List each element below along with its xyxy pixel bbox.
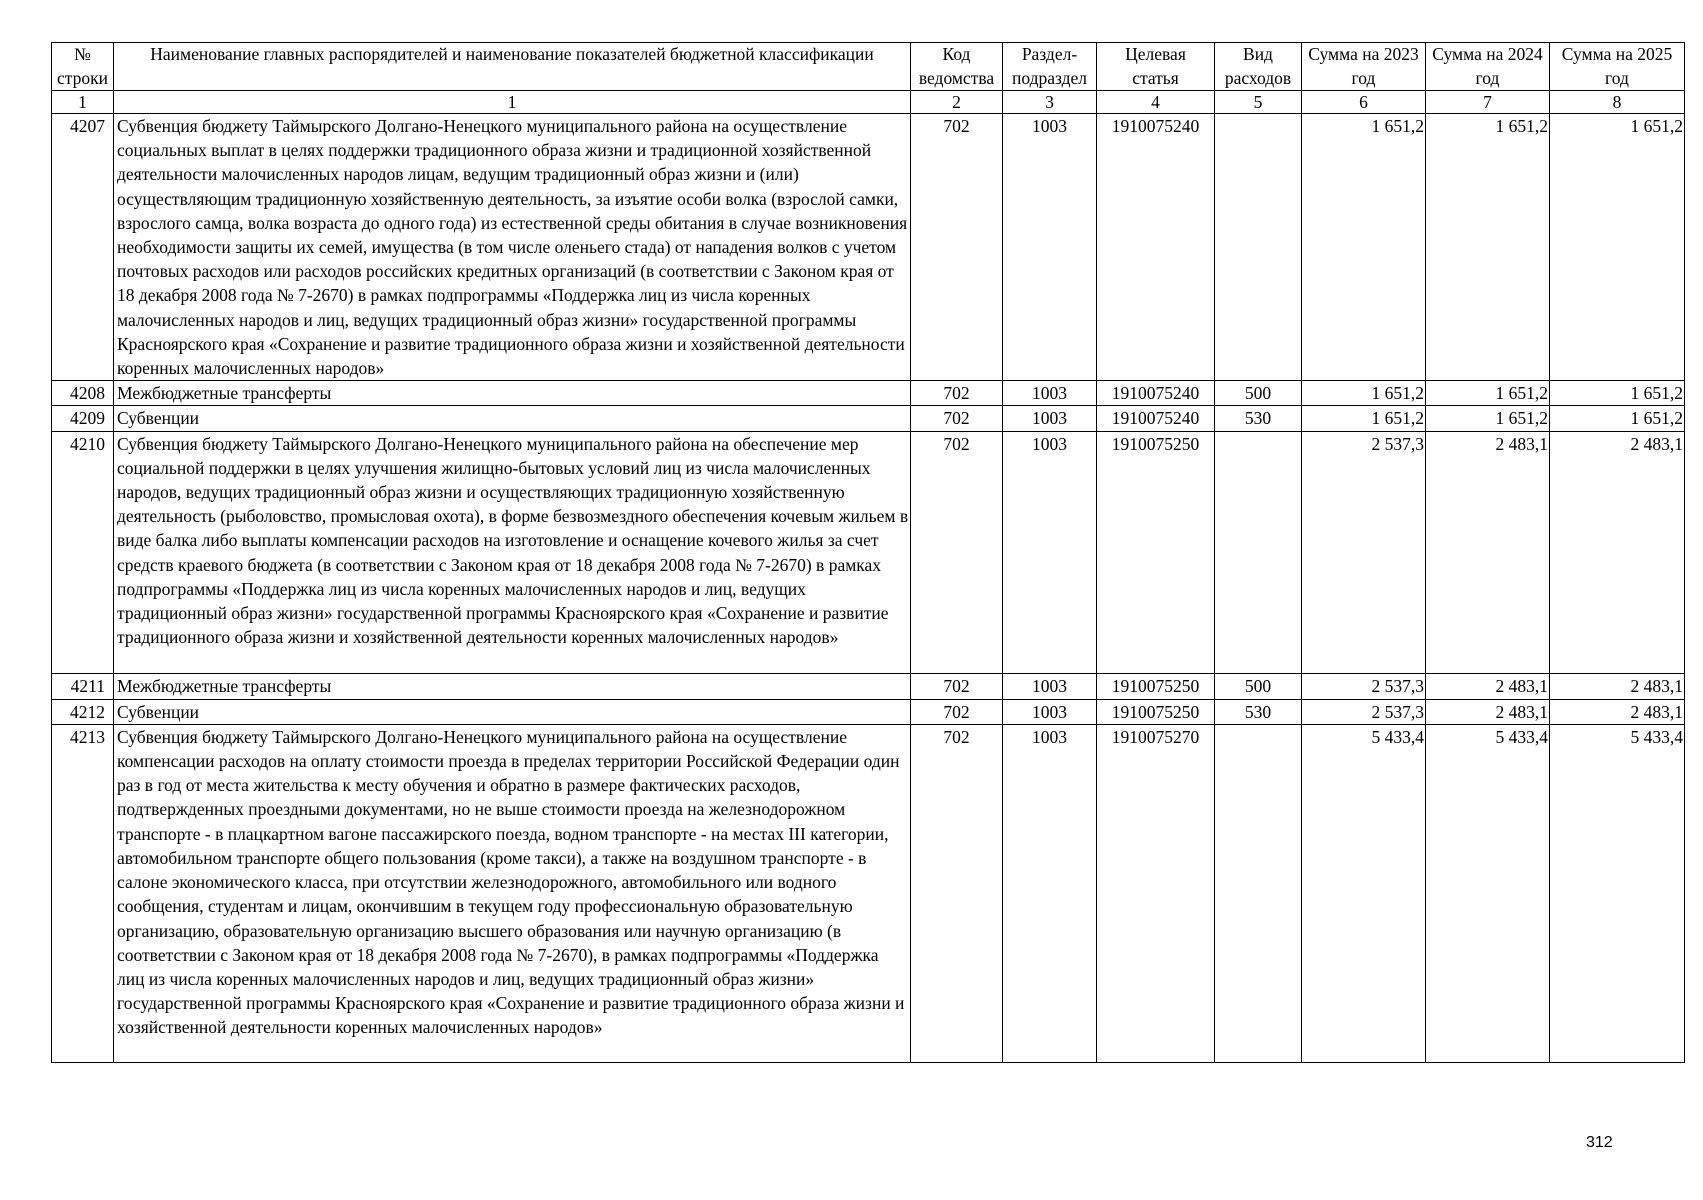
row-number: 4212	[52, 699, 114, 724]
row-name: Субвенция бюджету Таймырского Долгано-Ненецкого муниципального района на обеспечение мер социальной поддержки в целях улучшения жилищно-бытовых условий лиц из числа малочисленных народов, ведущих традиционный образ жизни и осуществляющих традиционную хозяйственную деятельность (рыболовство, промысловая охота), в форме безвозмездного обеспечения кочевым жильем в виде балка либо выплаты компенсации расходов на изготовление и оснащение кочевого жилья за счет средств краевого бюджета (в соответствии с Законом края от 18 декабря 2008 года № 7-2670) в рамках подпрограммы «Поддержка лиц из числа коренных малочисленных народов и лиц, ведущих традиционный образ жизни» государственной программы Красноярского края «Сохранение и развитие традиционного образа жизни и хозяйственной деятельности коренных малочисленных народов»	[114, 431, 911, 674]
row-sum-2023: 5 433,4	[1302, 724, 1426, 1062]
table-row	[52, 431, 1685, 674]
table-row	[52, 674, 1685, 699]
row-sum-2023: 2 537,3	[1302, 699, 1426, 724]
row-section: 1003	[1003, 699, 1097, 724]
header-target-article: Целевая статья	[1097, 43, 1215, 91]
row-sum-2024: 1 651,2	[1426, 381, 1550, 406]
row-section: 1003	[1003, 674, 1097, 699]
row-section: 1003	[1003, 114, 1097, 381]
budget-table	[51, 42, 1685, 1063]
table-row	[52, 381, 1685, 406]
row-target-article: 1910075240	[1097, 114, 1215, 381]
row-target-article: 1910075250	[1097, 699, 1215, 724]
header-sum-2023: Сумма на 2023 год	[1302, 43, 1426, 91]
row-expense-type	[1215, 724, 1302, 1062]
row-department-code: 702	[911, 381, 1003, 406]
header-department-code: Код ведомства	[911, 43, 1003, 91]
table-row	[52, 699, 1685, 724]
row-expense-type: 500	[1215, 381, 1302, 406]
table-body	[52, 114, 1685, 1063]
header-sum-2025: Сумма на 2025 год	[1550, 43, 1685, 91]
header-number-cell: 4	[1097, 91, 1215, 114]
row-target-article: 1910075270	[1097, 724, 1215, 1062]
row-name: Межбюджетные трансферты	[114, 381, 911, 406]
row-expense-type	[1215, 114, 1302, 381]
row-number: 4208	[52, 381, 114, 406]
row-section: 1003	[1003, 406, 1097, 431]
table-row	[52, 114, 1685, 381]
row-number: 4210	[52, 431, 114, 674]
row-target-article: 1910075240	[1097, 381, 1215, 406]
row-section: 1003	[1003, 724, 1097, 1062]
row-sum-2024: 5 433,4	[1426, 724, 1550, 1062]
row-section: 1003	[1003, 431, 1097, 674]
header-number-cell: 1	[52, 91, 114, 114]
row-name: Межбюджетные трансферты	[114, 674, 911, 699]
row-sum-2025: 1 651,2	[1550, 114, 1685, 381]
row-target-article: 1910075250	[1097, 431, 1215, 674]
row-target-article: 1910075250	[1097, 674, 1215, 699]
row-expense-type: 530	[1215, 699, 1302, 724]
header-number-cell: 5	[1215, 91, 1302, 114]
row-number: 4213	[52, 724, 114, 1062]
row-expense-type	[1215, 431, 1302, 674]
row-sum-2025: 5 433,4	[1550, 724, 1685, 1062]
header-sum-2024: Сумма на 2024 год	[1426, 43, 1550, 91]
row-department-code: 702	[911, 724, 1003, 1062]
row-name: Субвенции	[114, 699, 911, 724]
row-department-code: 702	[911, 431, 1003, 674]
row-sum-2024: 1 651,2	[1426, 114, 1550, 381]
header-number-cell: 7	[1426, 91, 1550, 114]
row-expense-type: 500	[1215, 674, 1302, 699]
row-sum-2023: 1 651,2	[1302, 406, 1426, 431]
row-sum-2024: 2 483,1	[1426, 431, 1550, 674]
row-sum-2023: 1 651,2	[1302, 114, 1426, 381]
header-number-cell: 2	[911, 91, 1003, 114]
row-expense-type: 530	[1215, 406, 1302, 431]
header-number-cell: 6	[1302, 91, 1426, 114]
row-sum-2023: 1 651,2	[1302, 381, 1426, 406]
header-number-cell: 8	[1550, 91, 1685, 114]
row-number: 4211	[52, 674, 114, 699]
row-department-code: 702	[911, 699, 1003, 724]
row-department-code: 702	[911, 114, 1003, 381]
row-sum-2023: 2 537,3	[1302, 431, 1426, 674]
budget-table-sheet	[51, 42, 1684, 1063]
row-sum-2023: 2 537,3	[1302, 674, 1426, 699]
header-row-number: № строки	[52, 43, 114, 91]
row-department-code: 702	[911, 674, 1003, 699]
row-sum-2025: 1 651,2	[1550, 381, 1685, 406]
row-department-code: 702	[911, 406, 1003, 431]
row-number: 4207	[52, 114, 114, 381]
row-sum-2024: 1 651,2	[1426, 406, 1550, 431]
page-number: 312	[1586, 1134, 1613, 1151]
row-sum-2024: 2 483,1	[1426, 699, 1550, 724]
row-sum-2025: 2 483,1	[1550, 431, 1685, 674]
header-expense-type: Вид расходов	[1215, 43, 1302, 91]
row-name: Субвенции	[114, 406, 911, 431]
table-header	[52, 43, 1685, 114]
table-row	[52, 406, 1685, 431]
header-name: Наименование главных распорядителей и наименование показателей бюджетной классификации	[114, 43, 911, 91]
header-section: Раздел-подраздел	[1003, 43, 1097, 91]
row-sum-2025: 1 651,2	[1550, 406, 1685, 431]
row-target-article: 1910075240	[1097, 406, 1215, 431]
row-number: 4209	[52, 406, 114, 431]
row-name: Субвенция бюджету Таймырского Долгано-Ненецкого муниципального района на осуществление социальных выплат в целях поддержки традиционного образа жизни и традиционной хозяйственной деятельности малочисленных народов лицам, ведущим традиционный образ жизни и (или) осуществляющим традиционную хозяйственную деятельность, за изъятие особи волка (взрослой самки, взрослого самца, волка возраста до одного года) из естественной среды обитания в случае возникновения необходимости защиты их семей, имущества (в том числе оленьего стада) от нападения волков с учетом почтовых расходов или расходов российских кредитных организаций (в соответствии с Законом края от 18 декабря 2008 года № 7-2670) в рамках подпрограммы «Поддержка лиц из числа коренных малочисленных народов и лиц, ведущих традиционный образ жизни» государственной программы Красноярского края «Сохранение и развитие традиционного образа жизни и хозяйственной деятельности коренных малочисленных народов»	[114, 114, 911, 381]
row-section: 1003	[1003, 381, 1097, 406]
row-sum-2024: 2 483,1	[1426, 674, 1550, 699]
header-number-cell: 3	[1003, 91, 1097, 114]
row-name: Субвенция бюджету Таймырского Долгано-Ненецкого муниципального района на осуществление компенсации расходов на оплату стоимости проезда в пределах территории Российской Федерации один раз в год от места жительства к месту обучения и обратно в размере фактических расходов, подтвержденных проездными документами, но не выше стоимости проезда на железнодорожном транспорте - в плацкартном вагоне пассажирского поезда, водном транспорте - на местах III категории, автомобильном транспорте общего пользования (кроме такси), а также на воздушном транспорте - в салоне экономического класса, при отсутствии железнодорожного, автомобильного или водного сообщения, студентам и лицам, окончившим в текущем году профессиональную образовательную организацию, образовательную организацию высшего образования или научную организацию (в соответствии с Законом края от 18 декабря 2008 года № 7-2670), в рамках подпрограммы «Поддержка лиц из числа коренных малочисленных народов и лиц, ведущих традиционный образ жизни» государственной программы Красноярского края «Сохранение и развитие традиционного образа жизни и хозяйственной деятельности коренных малочисленных народов»	[114, 724, 911, 1062]
row-sum-2025: 2 483,1	[1550, 674, 1685, 699]
header-number-cell: 1	[114, 91, 911, 114]
table-row	[52, 724, 1685, 1062]
row-sum-2025: 2 483,1	[1550, 699, 1685, 724]
